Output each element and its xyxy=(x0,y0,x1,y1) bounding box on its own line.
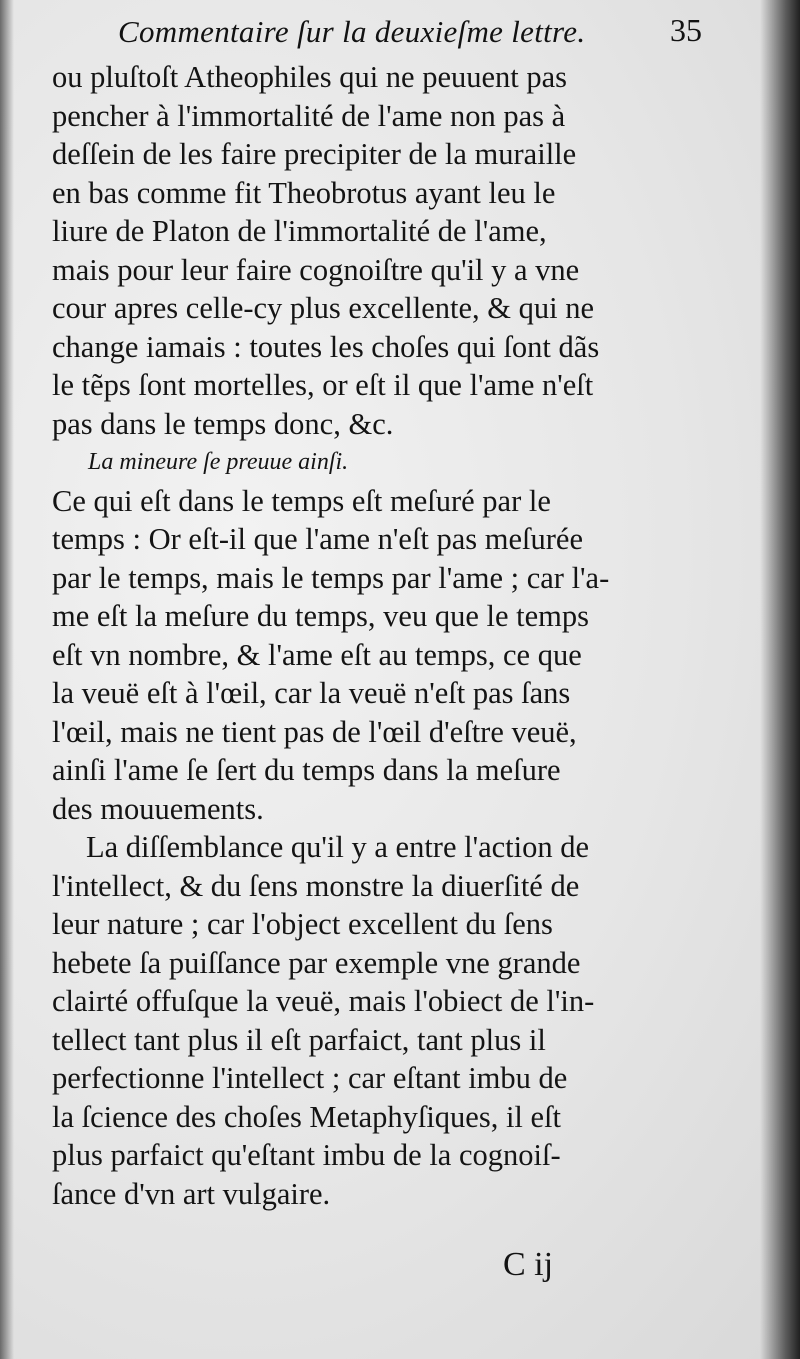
text-line: perfectionne l'intellect ; car eſtant imbu de xyxy=(52,1061,568,1095)
text-line: deſſein de les faire precipiter de la muraille xyxy=(52,137,577,171)
text-line: mais pour leur faire cognoiſtre qu'il y a vne xyxy=(52,252,580,287)
text-line: tellect tant plus il eſt parfaict, tant plus il xyxy=(52,1022,546,1057)
text-line: l'œil, mais ne tient pas de l'œil d'eſtre veuë, xyxy=(52,714,577,749)
page-header xyxy=(110,8,710,56)
text-line: clairté offuſque la veuë, mais l'obiect de l'in- xyxy=(52,984,595,1018)
text-line: le tẽps ſont mortelles, or eſt il que l'ame n'eſt xyxy=(52,368,594,402)
body-text xyxy=(52,58,712,1213)
text-line: pas dans le temps donc, &c. xyxy=(52,406,394,441)
text-line: leur nature ; car l'object excellent du ſens xyxy=(52,907,553,941)
text-line: hebete ſa puiſſance par exemple vne grande xyxy=(52,945,581,980)
text-line: change iamais : toutes les choſes qui ſont dãs xyxy=(52,329,600,364)
signature-mark: C ij xyxy=(503,1246,554,1283)
text-line: en bas comme fit Theobrotus ayant leu le xyxy=(52,175,556,210)
section-subheading: La mineure ſe preuue ainſi. xyxy=(88,449,349,475)
page-number: 35 xyxy=(670,12,702,48)
running-head: Commentaire ſur la deuxieſme lettre. xyxy=(118,14,586,49)
text-line: me eſt la meſure du temps, veu que le temps xyxy=(52,599,589,633)
text-line: temps : Or eſt-il que l'ame n'eſt pas meſurée xyxy=(52,522,584,556)
text-line: ou pluſtoſt Atheophiles qui ne peuuent pas xyxy=(52,60,568,94)
text-line: cour apres celle-cy plus excellente, & qui ne xyxy=(52,291,594,325)
text-line: des mouuements. xyxy=(52,791,264,826)
text-line: la veuë eſt à l'œil, car la veuë n'eſt pas ſans xyxy=(52,676,571,710)
text-line: eſt vn nombre, & l'ame eſt au temps, ce que xyxy=(52,637,582,672)
paragraph-start-line: La diſſemblance qu'il y a entre l'action de xyxy=(86,830,590,864)
text-line: la ſcience des choſes Metaphyſiques, il eſt xyxy=(52,1099,562,1134)
text-line: pencher à l'immortalité de l'ame non pas à xyxy=(52,98,566,133)
text-line: par le temps, mais le temps par l'ame ; car l'a- xyxy=(52,560,610,595)
text-line: plus parfaict qu'eſtant imbu de la cognoiſ- xyxy=(52,1138,561,1172)
text-line: l'intellect, & du ſens monstre la diuerſité de xyxy=(52,868,580,903)
text-line: ainſi l'ame ſe ſert du temps dans la meſure xyxy=(52,753,561,787)
text-line: Ce qui eſt dans le temps eſt meſuré par le xyxy=(52,483,551,518)
text-line: ſance d'vn art vulgaire. xyxy=(52,1176,331,1211)
text-line: liure de Platon de l'immortalité de l'ame, xyxy=(52,214,547,248)
page-gutter-shadow xyxy=(0,0,14,1359)
page-edge-shadow xyxy=(760,0,800,1359)
